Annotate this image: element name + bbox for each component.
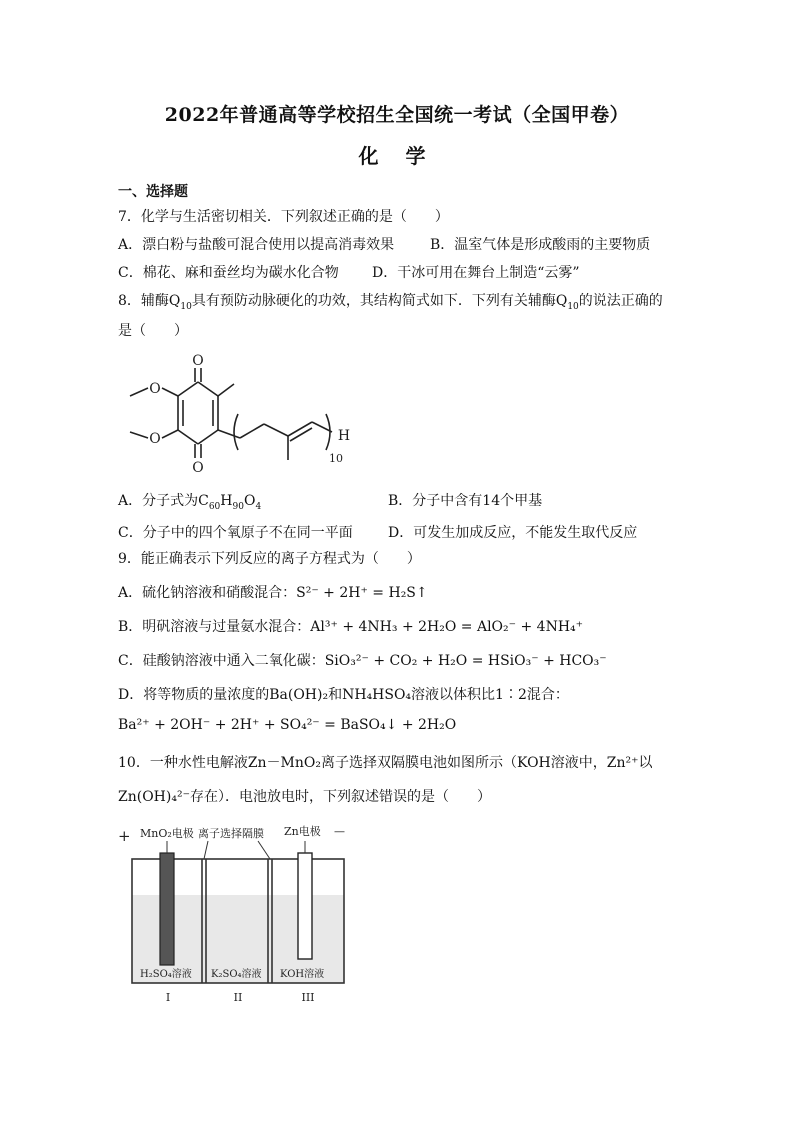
q7-stem: 7．化学与生活密切相关．下列叙述正确的是（ ） (118, 209, 449, 225)
mol-o-left2: O (149, 431, 161, 447)
q9-stem: 9．能正确表示下列反应的离子方程式为（ ） (118, 551, 421, 567)
q8-stem-line2: 是（ ） (118, 323, 188, 339)
coenzyme-q10-structure (118, 352, 378, 480)
mol-o-left1: O (149, 381, 161, 397)
region-3-label: III (301, 991, 315, 1004)
region-2-label: II (233, 991, 243, 1004)
q9-option-a: A．硫化钠溶液和硝酸混合：S²⁻ + 2H⁺ = H₂S↑ (118, 585, 428, 601)
mol-o-top: O (192, 353, 204, 369)
positive-sign: + (118, 827, 131, 845)
section-title: 一、选择题 (118, 184, 188, 200)
mno2-electrode-label: MnO₂电极 (140, 827, 194, 840)
q8-stem: 8．辅酶$Q_{10}$具有预防动脉硬化的功效，其结构简式如下．下列有关辅酶$Q_{10}$的说法正确的 (118, 293, 663, 312)
q7-option-a: A．漂白粉与盐酸可混合使用以提高消毒效果 (118, 237, 395, 253)
q7-option-d: D．干冰可用在舞台上制造“云雾” (372, 265, 580, 281)
negative-sign: — (334, 825, 345, 838)
q7-option-b: B．温室气体是形成酸雨的主要物质 (430, 237, 651, 253)
q10-stem-line1: 10．一种水性电解液Zn－MnO₂离子选择双隔膜电池如图所示（KOH溶液中，Zn²⁺以 (118, 755, 653, 771)
q8-option-d: D．可发生加成反应，不能发生取代反应 (388, 525, 638, 541)
q9-option-b: B．明矾溶液与过量氨水混合：Al³⁺ + 4NH₃ + 2H₂O = AlO₂⁻ + 4NH₄⁺ (118, 619, 584, 635)
q7-option-c: C．棉花、麻和蚕丝均为碳水化合物 (118, 265, 339, 281)
q10-stem-line2: Zn(OH)₄²⁻存在）．电池放电时，下列叙述错误的是（ ） (118, 789, 491, 805)
q9-option-d: D．将等物质的量浓度的Ba(OH)₂和NH₄HSO₄溶液以体积比1∶2混合： (118, 687, 569, 703)
subject-title: 化 学 (358, 144, 436, 168)
exam-title: 2022年普通高等学校招生全国统一考试（全国甲卷） (164, 104, 630, 126)
membrane-label: 离子选择隔膜 (198, 827, 264, 840)
zn-electrode-label: Zn电极 (284, 825, 321, 838)
k2so4-label: K₂SO₄溶液 (211, 969, 262, 980)
q8-option-c: C．分子中的四个氧原子不在同一平面 (118, 525, 353, 541)
q8-option-a: A．分子式为$C_{60}H_{90}O_4$ (118, 493, 262, 512)
mol-repeat-n: 10 (329, 452, 343, 465)
h2so4-label: H₂SO₄溶液 (140, 969, 192, 980)
mol-h: H (337, 428, 351, 444)
koh-label: KOH溶液 (280, 969, 325, 980)
q9-option-c: C．硅酸钠溶液中通入二氧化碳：SiO₃²⁻ + CO₂ + H₂O = HSiO₃⁻ + HCO₃⁻ (118, 653, 607, 669)
region-1-label: I (165, 991, 171, 1004)
q8-option-b: B．分子中含有14个甲基 (388, 493, 543, 509)
q9-option-d-equation: Ba²⁺ + 2OH⁻ + 2H⁺ + SO₄²⁻ = BaSO₄↓ + 2H₂O (118, 717, 457, 733)
mol-o-bottom: O (192, 460, 204, 476)
battery-cell-diagram (118, 815, 358, 1010)
